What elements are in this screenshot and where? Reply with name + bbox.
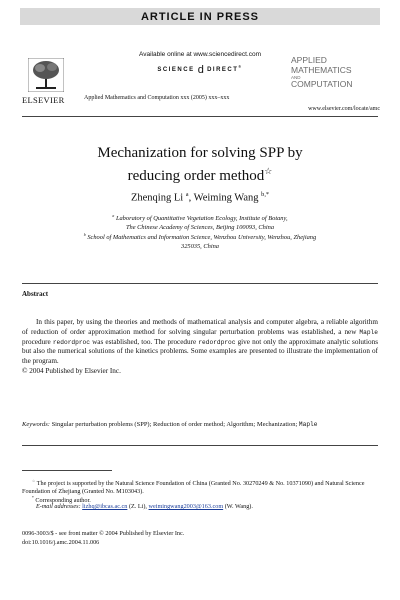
journal-citation: Applied Mathematics and Computation xxx (2005) xxx–xxx: [84, 95, 230, 101]
aff-a-mark: a: [112, 214, 115, 218]
footnote-corr-mark: *: [32, 496, 34, 500]
abstract-copyright: © 2004 Published by Elsevier Inc.: [22, 366, 121, 375]
aff-a-line1: Laboratory of Quantitative Vegetation Ecology, Institute of Botany,: [115, 215, 288, 223]
title-line1: Mechanization for solving SPP by: [97, 145, 303, 161]
sd-mark: d: [197, 64, 204, 76]
abstract-text-1: In this paper, by using the theories and methods of mathematical analysis and computer algebra, a reliable algorithm of reduction of order approximation method for solving singular perturbation problems was established, a new: [22, 318, 378, 336]
header-divider: [22, 116, 378, 117]
affiliation-a: [40, 212, 360, 232]
footnote-divider: [22, 470, 112, 471]
sd-right: DIRECT: [207, 67, 239, 73]
abstract-body: [22, 318, 378, 377]
paper-title: [0, 144, 400, 185]
footnote-emails: [22, 503, 378, 511]
keywords: [22, 420, 378, 429]
author-2-aff: b,*: [261, 191, 270, 198]
aff-b-line2: 325035, China: [181, 242, 219, 250]
abstract-proc-2: redordproc: [198, 338, 236, 346]
author-1-aff: a: [185, 191, 189, 198]
author-2: Weiming Wang: [193, 192, 259, 204]
aff-b-mark: b: [83, 233, 86, 237]
abstract-top-divider: [22, 283, 378, 284]
sd-reg: ®: [238, 65, 243, 69]
abstract-text-4: give not only the approximate analytic solutions but also the numerical solutions of the kinetics problems. Some examples are presented to illustrate the implementation of the program.: [22, 337, 378, 366]
abstract-heading: Abstract: [22, 290, 49, 298]
journal-logo-line2: MATHEMATICS: [291, 64, 352, 75]
author-list: Zhenqing Li $^a$, Weiming Wang $^{b,*}$: [130, 191, 270, 204]
email-2-owner: (W. Wang).: [223, 503, 253, 510]
abstract-text-2: procedure: [22, 337, 53, 346]
abstract-bottom-divider: [22, 445, 378, 446]
author-1: Zhenqing Li: [130, 192, 184, 204]
article-in-press-banner: ARTICLE IN PRESS: [20, 8, 380, 25]
email-1-owner: (Z. Li),: [127, 503, 149, 510]
footnote-corr-text: Corresponding author.: [33, 497, 91, 505]
email-link-1[interactable]: lizhq@ibcas.ac.cn: [82, 503, 128, 510]
sd-left: SCIENCE: [157, 67, 195, 73]
footnote-star-mark: ☆: [32, 479, 36, 483]
elsevier-tree-icon: [28, 58, 64, 92]
journal-logo: [291, 56, 353, 90]
keywords-label: Keywords:: [22, 421, 50, 428]
keywords-text: Singular perturbation problems (SPP); Reduction of order method; Algorithm; Mechanization;: [49, 421, 299, 428]
available-online-text: Available online at www.sciencedirect.com: [139, 51, 261, 58]
affiliation-b: [40, 231, 360, 251]
abstract-proc-1: redordproc: [52, 338, 90, 346]
issn-line: 0096-3003/$ - see front matter © 2004 Published by Elsevier Inc.: [22, 530, 185, 537]
keywords-maple: Maple: [298, 421, 318, 428]
email-link-2[interactable]: weimingwang2003@163.com: [148, 503, 224, 510]
journal-logo-line3: AND: [291, 75, 301, 80]
journal-url[interactable]: www.elsevier.com/locate/amc: [308, 106, 380, 112]
title-star-mark: ☆: [264, 166, 273, 176]
footnote-funding-text: The project is supported by the Natural Science Foundation of China (Granted No. 30270249 & No. 10371090) and Natural Science Foundation of Zhejiang (Granted No. M103043).: [22, 480, 365, 496]
abstract-maple: Maple: [359, 328, 378, 336]
abstract-text-3: was established, too. The procedure: [89, 337, 199, 346]
aff-a-line2: The Chinese Academy of Sciences, Beijing 100093, China: [125, 223, 275, 231]
email-label: E-mail addresses:: [36, 503, 81, 510]
aff-b-line1: School of Mathematics and Information Science, Wenzhou University, Wenzhou, Zhejiang: [87, 234, 317, 242]
journal-logo-line1: APPLIED: [291, 55, 327, 65]
publisher-name: ELSEVIER: [22, 95, 65, 105]
journal-logo-line4: COMPUTATION: [291, 79, 353, 89]
doi-line[interactable]: doi:10.1016/j.amc.2004.11.006: [22, 539, 100, 546]
title-line2: reducing order method: [127, 168, 265, 184]
